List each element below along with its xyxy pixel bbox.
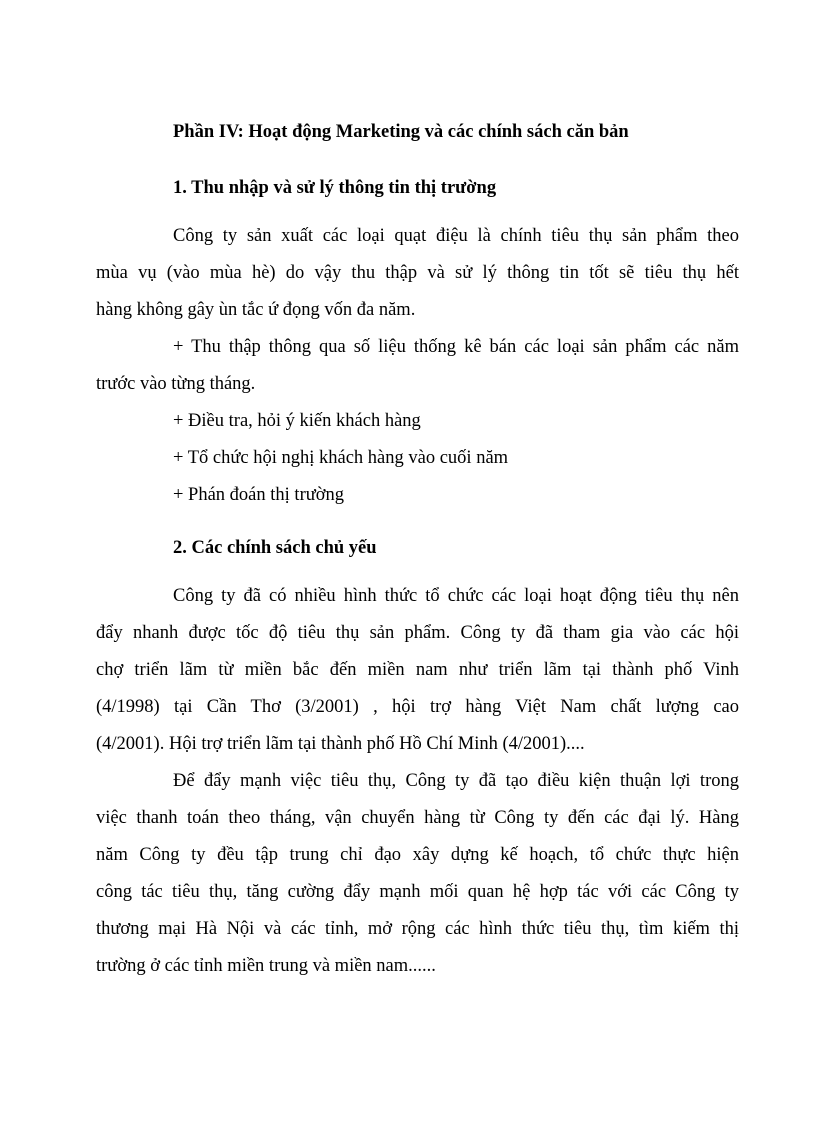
list-item-line: + Thu thập thông qua số liệu thống kê bán các loại sản phẩm các năm — [173, 337, 739, 357]
paragraph-line: công tác tiêu thụ, tăng cường đẩy mạnh mối quan hệ hợp tác với các Công ty — [96, 882, 739, 902]
list-item: + Phán đoán thị trường — [173, 485, 345, 505]
paragraph-line: trường ở các tỉnh miền trung và miền nam...... — [96, 956, 436, 976]
paragraph-line: đẩy nhanh được tốc độ tiêu thụ sản phẩm. Công ty đã tham gia vào các hội — [96, 623, 739, 643]
paragraph-line: năm Công ty đều tập trung chỉ đạo xây dựng kế hoạch, tổ chức thực hiện — [96, 845, 739, 865]
section1-paragraph — [96, 218, 739, 329]
list-item: + Điều tra, hỏi ý kiến khách hàng — [173, 411, 421, 431]
paragraph-line: Công ty đã có nhiều hình thức tổ chức các loại hoạt động tiêu thụ nên — [173, 586, 739, 606]
section1-title: 1. Thu nhập và sử lý thông tin thị trường — [173, 178, 497, 198]
list-item: + Tổ chức hội nghị khách hàng vào cuối năm — [173, 448, 509, 468]
paragraph-line: mùa vụ (vào mùa hè) do vậy thu thập và sử lý thông tin tốt sẽ tiêu thụ hết — [96, 263, 739, 283]
paragraph-line: chợ triển lãm từ miền bắc đến miền nam như triển lãm tại thành phố Vinh — [96, 660, 739, 680]
section2-paragraph-2 — [96, 763, 739, 985]
paragraph-line: Để đẩy mạnh việc tiêu thụ, Công ty đã tạo điều kiện thuận lợi trong — [173, 771, 739, 791]
paragraph-line: Công ty sản xuất các loại quạt điệu là chính tiêu thụ sản phẩm theo — [173, 226, 739, 246]
part-title: Phần IV: Hoạt động Marketing và các chính sách căn bản — [173, 122, 629, 142]
paragraph-line: hàng không gây ùn tắc ứ đọng vốn đa năm. — [96, 300, 416, 320]
section2-paragraph-1 — [96, 578, 739, 763]
list-item — [96, 329, 739, 403]
paragraph-line: thương mại Hà Nội và các tỉnh, mở rộng các hình thức tiêu thụ, tìm kiếm thị — [96, 919, 739, 939]
list-item-line: trước vào từng tháng. — [96, 374, 256, 394]
document-body — [96, 112, 739, 985]
paragraph-line: việc thanh toán theo tháng, vận chuyển hàng từ Công ty đến các đại lý. Hàng — [96, 808, 739, 828]
section2-title: 2. Các chính sách chủ yếu — [173, 538, 377, 558]
paragraph-line: (4/1998) tại Cần Thơ (3/2001) , hội trợ hàng Việt Nam chất lượng cao — [96, 697, 739, 717]
paragraph-line: (4/2001). Hội trợ triển lãm tại thành phố Hồ Chí Minh (4/2001).... — [96, 734, 585, 754]
